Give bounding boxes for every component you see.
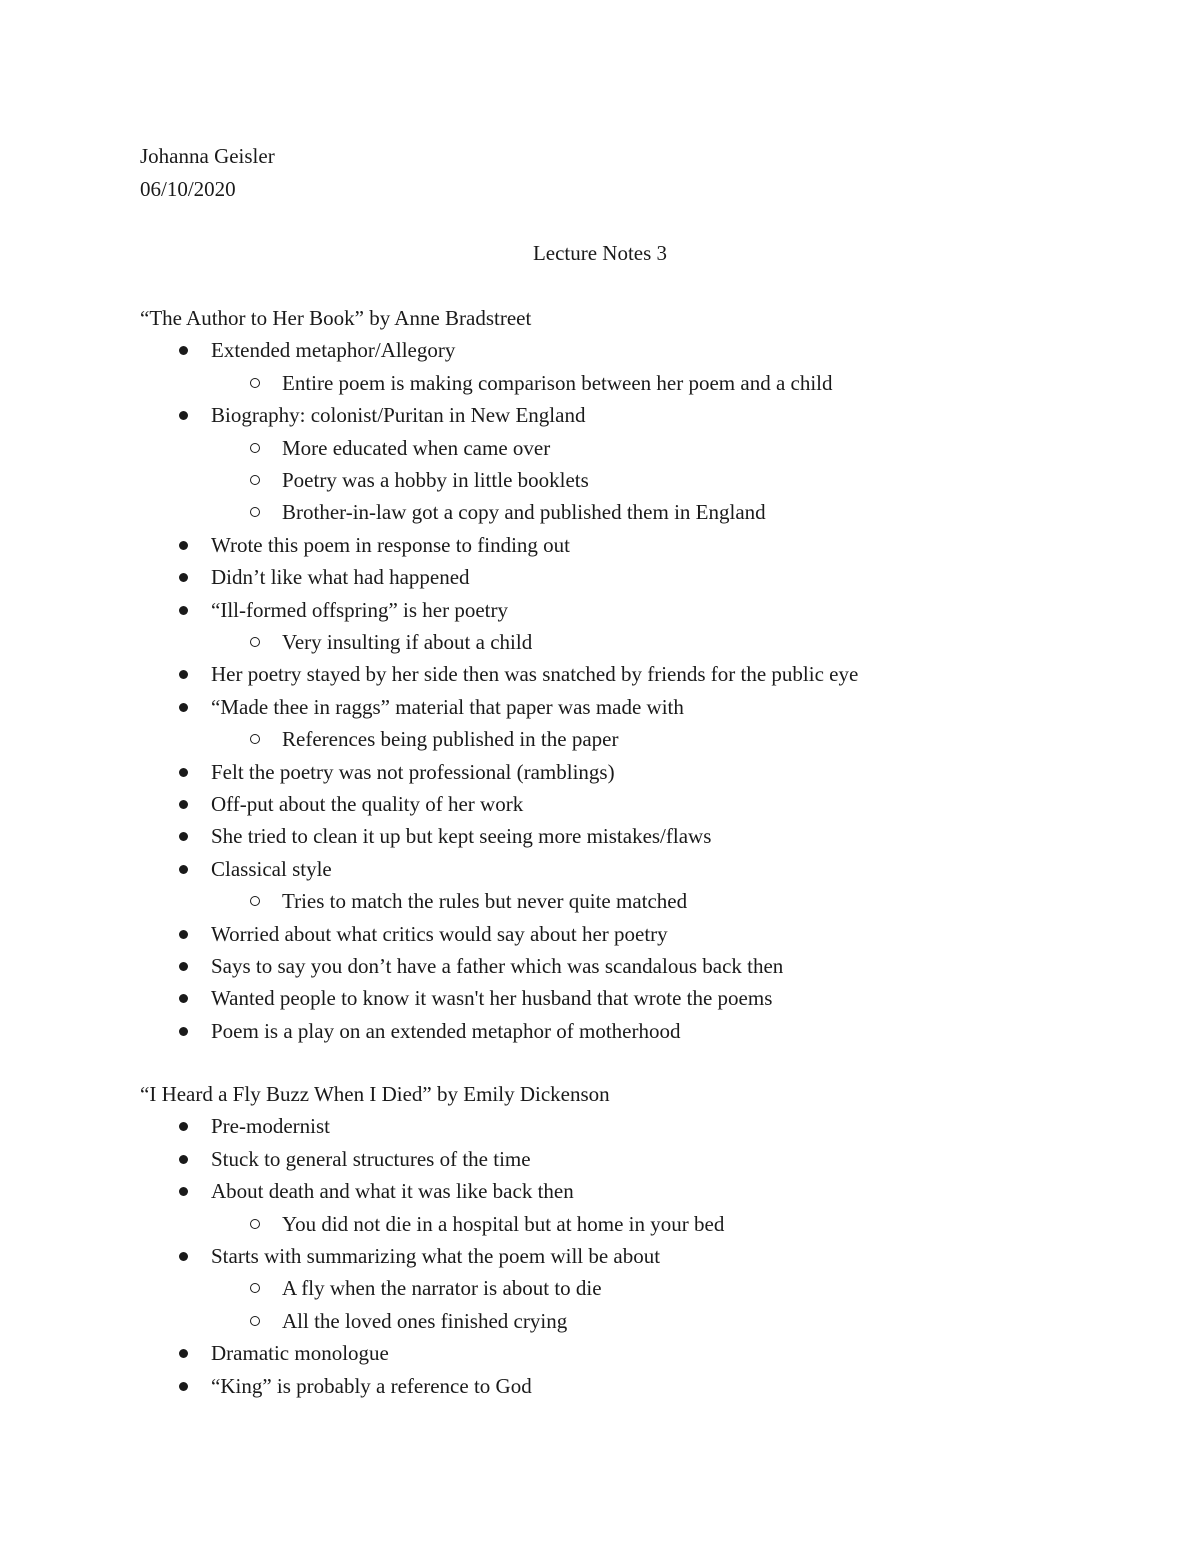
list-item-text: Felt the poetry was not professional (ramblings): [211, 760, 615, 784]
list-item-text: Starts with summarizing what the poem will be about: [211, 1244, 661, 1268]
filled-bullet-icon: [179, 832, 188, 841]
document-date: 06/10/2020: [140, 177, 236, 201]
list-item-text: About death and what it was like back then: [211, 1179, 574, 1203]
list-item-text: Tries to match the rules but never quite matched: [282, 889, 688, 913]
list-item-text: You did not die in a hospital but at home in your bed: [282, 1212, 725, 1236]
list-item-text: Stuck to general structures of the time: [211, 1147, 531, 1171]
list-item-text: Entire poem is making comparison between her poem and a child: [282, 371, 833, 395]
filled-bullet-icon: [179, 703, 188, 712]
filled-bullet-icon: [179, 1349, 188, 1358]
hollow-bullet-icon: [250, 637, 260, 647]
filled-bullet-icon: [179, 346, 188, 355]
filled-bullet-icon: [179, 768, 188, 777]
list-item-text: “Ill-formed offspring” is her poetry: [211, 598, 509, 622]
list-item-text: Wanted people to know it wasn't her husband that wrote the poems: [211, 986, 773, 1010]
list-item-text: Classical style: [211, 857, 332, 881]
list-item-text: Brother-in-law got a copy and published them in England: [282, 500, 766, 524]
list-item-text: “King” is probably a reference to God: [211, 1374, 532, 1398]
filled-bullet-icon: [179, 994, 188, 1003]
author-name: Johanna Geisler: [140, 144, 275, 168]
list-item-text: Dramatic monologue: [211, 1341, 389, 1365]
list-item-text: Pre-modernist: [211, 1114, 330, 1138]
page-title: Lecture Notes 3: [532, 241, 668, 265]
filled-bullet-icon: [179, 1027, 188, 1036]
filled-bullet-icon: [179, 962, 188, 971]
list-item-text: More educated when came over: [282, 436, 551, 460]
filled-bullet-icon: [179, 541, 188, 550]
filled-bullet-icon: [179, 1187, 188, 1196]
list-item-text: Wrote this poem in response to finding out: [211, 533, 571, 557]
list-item-text: References being published in the paper: [282, 727, 619, 751]
hollow-bullet-icon: [250, 507, 260, 517]
list-item-text: Extended metaphor/Allegory: [211, 338, 456, 362]
filled-bullet-icon: [179, 1252, 188, 1261]
filled-bullet-icon: [179, 865, 188, 874]
hollow-bullet-icon: [250, 378, 260, 388]
filled-bullet-icon: [179, 606, 188, 615]
list-item-text: Biography: colonist/Puritan in New England: [211, 403, 586, 427]
hollow-bullet-icon: [250, 443, 260, 453]
filled-bullet-icon: [179, 930, 188, 939]
list-item-text: All the loved ones finished crying: [282, 1309, 568, 1333]
filled-bullet-icon: [179, 670, 188, 679]
hollow-bullet-icon: [250, 475, 260, 485]
filled-bullet-icon: [179, 573, 188, 582]
list-item-text: Says to say you don’t have a father which was scandalous back then: [211, 954, 784, 978]
list-item-text: “Made thee in raggs” material that paper was made with: [211, 695, 684, 719]
list-item-text: Very insulting if about a child: [282, 630, 533, 654]
list-item-text: Off-put about the quality of her work: [211, 792, 524, 816]
filled-bullet-icon: [179, 1382, 188, 1391]
list-item-text: Worried about what critics would say about her poetry: [211, 922, 668, 946]
list-item-text: Poetry was a hobby in little booklets: [282, 468, 589, 492]
section-heading: “The Author to Her Book” by Anne Bradstreet: [140, 306, 532, 330]
list-item-text: Didn’t like what had happened: [211, 565, 470, 589]
list-item-text: Poem is a play on an extended metaphor of motherhood: [211, 1019, 681, 1043]
hollow-bullet-icon: [250, 1283, 260, 1293]
list-item-text: She tried to clean it up but kept seeing more mistakes/flaws: [211, 824, 712, 848]
filled-bullet-icon: [179, 800, 188, 809]
section-heading: “I Heard a Fly Buzz When I Died” by Emily Dickenson: [140, 1082, 610, 1106]
list-item-text: A fly when the narrator is about to die: [282, 1276, 602, 1300]
filled-bullet-icon: [179, 411, 188, 420]
filled-bullet-icon: [179, 1122, 188, 1131]
list-item-text: Her poetry stayed by her side then was snatched by friends for the public eye: [211, 662, 859, 686]
hollow-bullet-icon: [250, 1219, 260, 1229]
hollow-bullet-icon: [250, 1316, 260, 1326]
hollow-bullet-icon: [250, 896, 260, 906]
hollow-bullet-icon: [250, 734, 260, 744]
filled-bullet-icon: [179, 1155, 188, 1164]
